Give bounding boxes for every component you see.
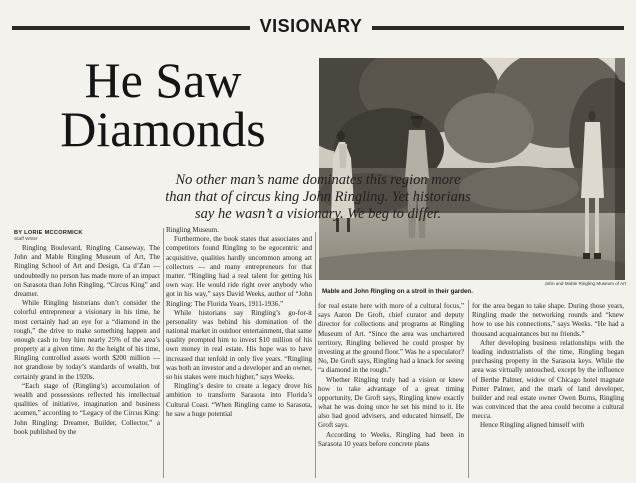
- column-rule: [315, 232, 316, 478]
- paragraph: While Ringling historians don’t consider the colorful entrepreneur a visionary in his time, he most certainly had an eye for a “diamond in the rough,” the drive to make something happen and enough cash to buy him nearly 25% of the area’s property at a given time. At the height of his time, Ringling controlled assets worth $200 million — not grandiose by today’s standards of wealth, but certainly grand in the 1920s.: [14, 299, 160, 381]
- paragraph: for real estate here with more of a cultural focus,” says Aaron De Groft, chief curator and deputy director for collections and programs at Ringling Museum of Art. “Since the area was unchartered territory, Ringling believed he could prosper by investing at the ground floor.” Was he a speculator? No, De Groft says, Ringling had a knack for seeing “a diamond in the rough.”: [318, 302, 464, 375]
- section-rule-left: [12, 26, 250, 30]
- paragraph: Furthermore, the book states that associates and competitors found Ringling to be egocentric and acquisitive, qualities hardly uncommon among art collectors — and many entrepreneurs for that matter. “Ringling had a real talent for getting his own way. He would ride right over anybody who got in his way,” says David Weeks, author of “John Ringling: The Florida Years, 1911-1936.”: [166, 235, 312, 308]
- byline-role: Staff Writer: [14, 237, 38, 242]
- paragraph: “Each stage of (Ringling’s) accumulation of wealth and possessions reflected his intellectual qualities of initiative, imagination and business acumen,” according to “Legacy of the Circus King: John Ringling: Dreamer, Builder, Collector,” a book published by the: [14, 381, 160, 436]
- garden-photo: [319, 58, 625, 280]
- headline: [18, 52, 308, 157]
- article-column-2: [166, 226, 312, 419]
- photo-credit: John and Mable Ringling Museum of Art: [544, 281, 626, 286]
- headline-line-1: He Saw: [84, 52, 242, 108]
- column-rule: [163, 228, 164, 478]
- byline-name: BY LORIE MCCORMICK: [14, 230, 83, 236]
- paragraph: for the area began to take shape. During those years, Ringling made the networking rounds and “knew how to use his connections,” says Weeks. “He had a thousand acquaintances but no friends.”: [472, 302, 624, 338]
- paragraph: Ringling Boulevard, Ringling Causeway, The John and Mable Ringling Museum of Art, The Ringling School of Art and Design, Ca d’Zan — undoubtedly no person has made more of an impact on Sarasota than John Ringling, “Circus King” and dreamer.: [14, 244, 160, 298]
- paragraph: According to Weeks, Ringling had been in Sarasota 10 years before concrete plans: [318, 430, 464, 448]
- article-column-1: [14, 244, 160, 437]
- column-rule: [468, 300, 469, 478]
- deck-line-3: say he wasn’t a visionary. We beg to differ.: [195, 206, 441, 222]
- garden-photo-image: [319, 58, 625, 280]
- section-rule-right: [372, 26, 624, 30]
- deck: [40, 172, 596, 223]
- photo-caption: Mable and John Ringling on a stroll in their garden.: [322, 288, 473, 295]
- deck-line-2: than that of circus king John Ringling. Yet historians: [165, 189, 471, 205]
- section-title: VISIONARY: [259, 16, 363, 36]
- paragraph: While historians say Ringling’s go-for-it personality was behind his domination of the national market in outdoor entertainment, that same quality prompted him to invest $10 million of his own money in real estate. His hope was to have increased that tenfold in only five years. “Ringling was both an investor and a developer and an owner, so his stakes were much higher,” says Weeks.: [166, 308, 312, 381]
- paragraph: After developing business relationships with the leading industrialists of the time, Ringling began purchasing property in the Sarasota keys. While the area was virtually untouched, except by the influence of Berthe Palmer, widow of Chicago hotel magnate Potter Palmer, and the mark of land developer, builder and real estate owner Owen Burns, Ringling was convinced that the area could become a cultural mecca.: [472, 338, 624, 421]
- paragraph: Ringling’s desire to create a legacy drove his ambition to transform Sarasota into Florida’s Cultural Coast. “When Ringling came to Sarasota, he saw a huge potential: [166, 382, 312, 418]
- article-column-4: [472, 302, 624, 431]
- paragraph: Hence Ringling aligned himself with: [480, 421, 585, 430]
- headline-line-2: Diamonds: [60, 101, 266, 157]
- paragraph: Whether Ringling truly had a vision or knew how to take advantage of a great timing opportunity, De Groft says, Ringling knew exactly what he was doing once he set his mind to it. He also had good advisers, and educated himself, De Groft says.: [318, 375, 464, 430]
- deck-line-1: No other man’s name dominates this region more: [175, 172, 461, 188]
- paragraph: Ringling Museum.: [166, 226, 219, 234]
- article-column-3: [318, 302, 464, 449]
